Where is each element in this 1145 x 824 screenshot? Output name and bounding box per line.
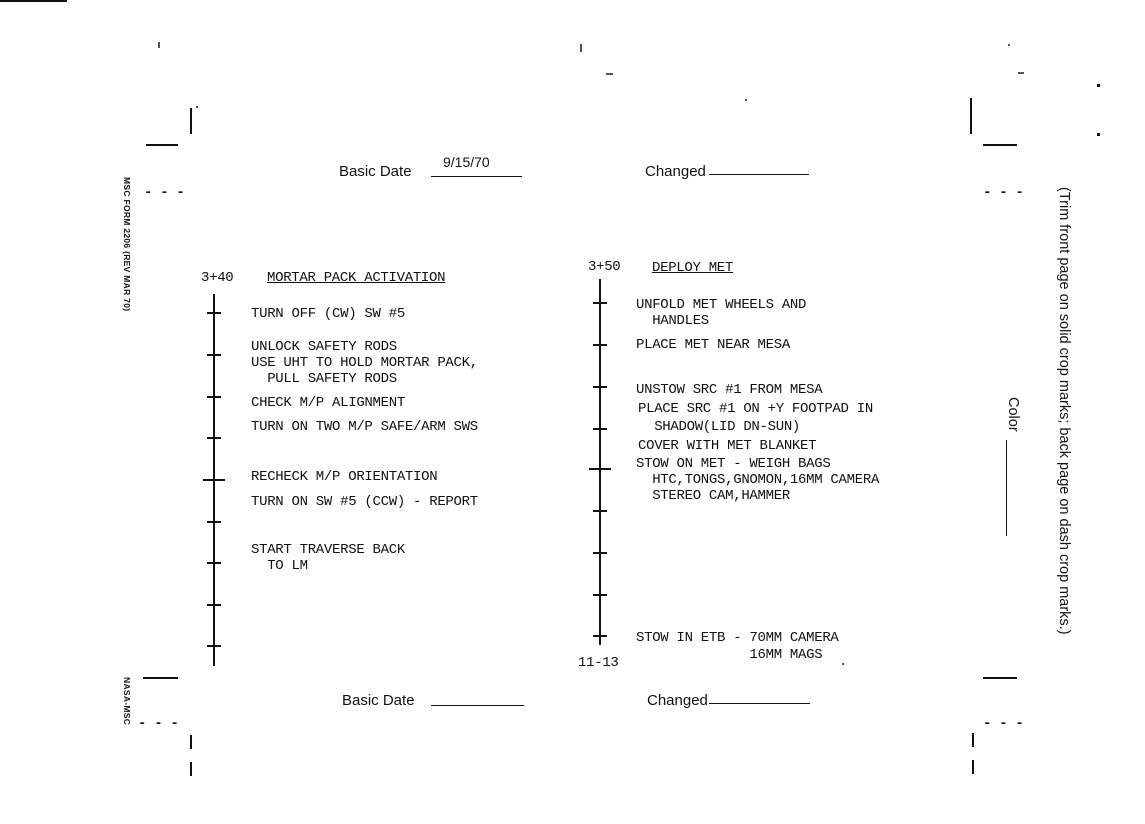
left-section-title: MORTAR PACK ACTIVATION <box>267 270 446 286</box>
speck <box>745 99 747 101</box>
left-timeline-tick <box>207 354 221 356</box>
footer-changed-blank <box>709 703 810 704</box>
right-timeline-tick <box>593 552 607 554</box>
color-blank-line <box>1006 440 1007 536</box>
left-time-label: 3+40 <box>201 270 234 286</box>
crop-mark-dash-bottom-left-vertical-b <box>190 762 192 776</box>
crop-mark-dash-top-left: - - - <box>144 185 185 201</box>
header-basic-date-label: Basic Date <box>339 163 412 180</box>
left-step-line: RECHECK M/P ORIENTATION <box>251 469 438 485</box>
footer-changed-label: Changed <box>647 692 708 709</box>
right-step-line: PLACE MET NEAR MESA <box>636 337 790 353</box>
left-timeline-tick <box>207 521 221 523</box>
scan-edge-mark <box>0 0 67 2</box>
right-time-label: 3+50 <box>588 259 621 275</box>
crop-mark-solid-bottom-right <box>983 677 1017 679</box>
left-step-line: USE UHT TO HOLD MORTAR PACK, <box>251 355 478 371</box>
left-step-line: START TRAVERSE BACK <box>251 542 405 558</box>
left-timeline-tick <box>207 396 221 398</box>
right-step-line: STEREO CAM,HAMMER <box>636 488 790 504</box>
left-timeline-tick <box>203 479 225 481</box>
page-number: 11-13 <box>578 655 619 671</box>
right-timeline-tick <box>589 468 611 470</box>
header-basic-date-blank <box>431 176 522 177</box>
right-timeline-tick <box>593 302 607 304</box>
left-timeline-tick <box>207 312 221 314</box>
speck <box>196 106 198 108</box>
left-timeline-tick <box>207 604 221 606</box>
speck <box>606 73 613 75</box>
left-step-line: TURN ON TWO M/P SAFE/ARM SWS <box>251 419 478 435</box>
right-timeline-tick <box>593 510 607 512</box>
crop-mark-solid-bottom-left <box>143 677 178 679</box>
color-label: Color <box>1005 397 1021 432</box>
crop-mark-dash-bottom-right-vertical-b <box>972 760 974 774</box>
left-timeline-tick <box>207 437 221 439</box>
right-step-line: COVER WITH MET BLANKET <box>638 438 817 454</box>
speck <box>1097 133 1100 136</box>
crop-mark-dash-bottom-left: - - - <box>138 716 179 732</box>
crop-mark-solid-top-left-vertical <box>190 108 192 134</box>
right-step-line: STOW ON MET - WEIGH BAGS <box>636 456 831 472</box>
right-timeline-tick <box>593 344 607 346</box>
right-timeline-tick <box>593 635 607 637</box>
left-timeline-tick <box>207 562 221 564</box>
crop-mark-dash-bottom-left-vertical-a <box>190 735 192 749</box>
crop-mark-dash-bottom-right-vertical-a <box>972 733 974 747</box>
right-section-title: DEPLOY MET <box>652 260 734 276</box>
left-step-line: TO LM <box>251 558 308 574</box>
crop-mark-solid-top-left <box>146 144 178 146</box>
header-basic-date-value: 9/15/70 <box>443 154 490 170</box>
speck <box>1008 44 1010 46</box>
speck <box>580 44 582 52</box>
right-step-line: HTC,TONGS,GNOMON,16MM CAMERA <box>636 472 880 488</box>
right-timeline-tick <box>593 386 607 388</box>
header-changed-label: Changed <box>645 163 706 180</box>
left-step-line: TURN ON SW #5 (CCW) - REPORT <box>251 494 478 510</box>
header-changed-blank <box>709 174 809 175</box>
speck <box>842 663 844 665</box>
speck <box>1018 72 1024 74</box>
right-step-line: UNSTOW SRC #1 FROM MESA <box>636 382 823 398</box>
right-step-line: 16MM MAGS <box>636 647 823 663</box>
right-timeline-tick <box>593 594 607 596</box>
right-step-line: UNFOLD MET WHEELS AND <box>636 297 807 313</box>
form-id-label: MSC FORM 2206 (REV MAR 70) <box>122 177 132 312</box>
crop-mark-dash-bottom-right: - - - <box>983 716 1024 732</box>
footer-basic-date-blank <box>431 705 524 706</box>
right-timeline-axis <box>599 279 601 645</box>
crop-mark-solid-top-right <box>983 144 1017 146</box>
left-step-line: UNLOCK SAFETY RODS <box>251 339 397 355</box>
footer-basic-date-label: Basic Date <box>342 692 415 709</box>
agency-label: NASA-MSC <box>122 677 132 726</box>
crop-mark-dash-top-right: - - - <box>983 185 1024 201</box>
left-step-line: PULL SAFETY RODS <box>251 371 397 387</box>
right-step-line: PLACE SRC #1 ON +Y FOOTPAD IN <box>638 401 873 417</box>
crop-mark-solid-top-right-vertical <box>970 98 972 134</box>
left-step-line: CHECK M/P ALIGNMENT <box>251 395 405 411</box>
speck <box>1097 84 1100 87</box>
left-step-line: TURN OFF (CW) SW #5 <box>251 306 405 322</box>
right-step-line: STOW IN ETB - 70MM CAMERA <box>636 630 839 646</box>
left-timeline-tick <box>207 645 221 647</box>
right-timeline-tick <box>593 428 607 430</box>
speck <box>158 42 160 48</box>
right-step-line: HANDLES <box>636 313 709 329</box>
right-step-line: SHADOW(LID DN-SUN) <box>638 419 801 435</box>
trim-instruction-note: (Trim front page on solid crop marks; back page on dash crop marks.) <box>1056 187 1072 635</box>
